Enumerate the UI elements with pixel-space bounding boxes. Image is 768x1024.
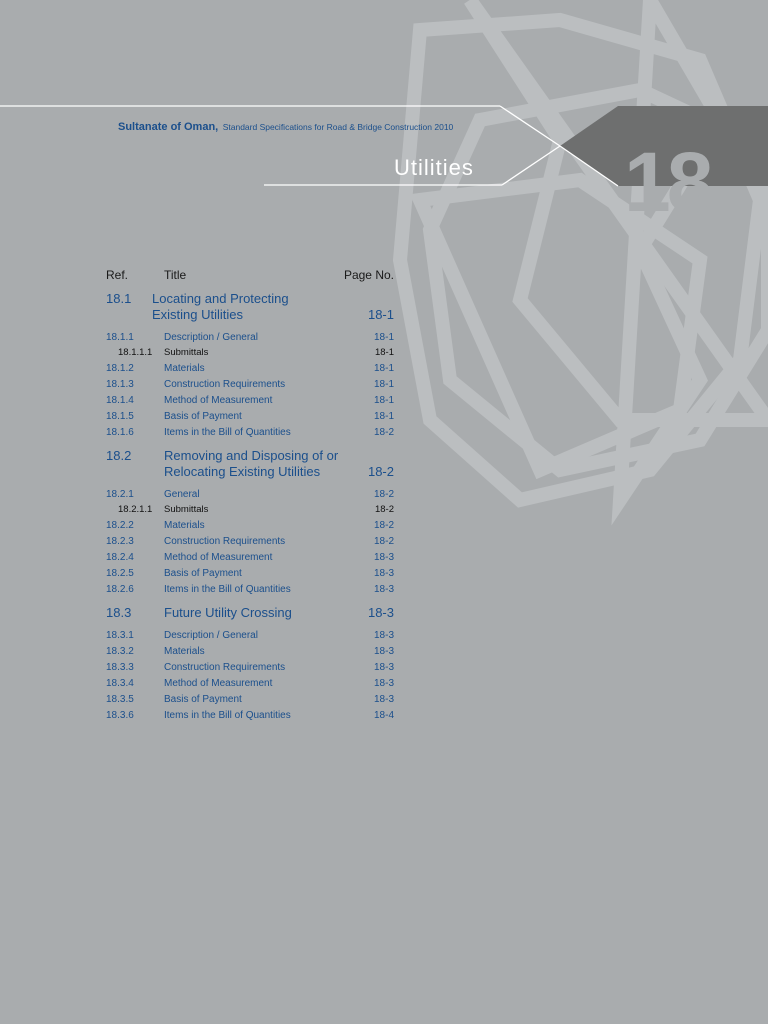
row-page: 18-3: [373, 584, 394, 595]
toc-row[interactable]: [106, 693, 394, 707]
toc-row[interactable]: [106, 567, 394, 581]
row-ref: 18.1.2: [106, 363, 134, 374]
row-title: Description / General: [164, 332, 258, 343]
row-title: Items in the Bill of Quantities: [164, 427, 291, 438]
toc-row[interactable]: [106, 410, 394, 424]
row-page: 18-3: [373, 646, 394, 657]
chapter-title: Utilities: [394, 155, 474, 180]
section-title-line: Relocating Existing Utilities: [164, 464, 321, 479]
row-page: 18-1: [373, 395, 394, 406]
column-header-page: Page No.: [343, 268, 394, 282]
row-ref: 18.1.3: [106, 379, 134, 390]
document-header: [118, 117, 453, 135]
row-page: 18-3: [373, 662, 394, 673]
row-page: 18-1: [373, 379, 394, 390]
row-ref: 18.3.4: [106, 678, 134, 689]
section-title: [164, 605, 364, 621]
row-ref: 18.3.1: [106, 630, 134, 641]
toc-row[interactable]: [106, 394, 394, 408]
section-ref: 18.2: [106, 448, 132, 463]
row-page: 18-2: [373, 489, 394, 500]
toc-row[interactable]: [106, 661, 394, 675]
toc-section-18-1[interactable]: [106, 291, 394, 323]
column-header-ref: Ref.: [106, 268, 129, 282]
row-ref: 18.1.1: [106, 332, 134, 343]
row-page: 18-1: [373, 332, 394, 343]
row-ref: 18.1.4: [106, 395, 134, 406]
row-title: Submittals: [164, 347, 209, 358]
toc-subrow[interactable]: [106, 346, 394, 360]
row-ref: 18.2.6: [106, 584, 134, 595]
row-page: 18-3: [373, 630, 394, 641]
row-title: Basis of Payment: [164, 411, 242, 422]
section-title-line: Locating and Protecting: [152, 291, 289, 306]
row-ref: 18.2.3: [106, 536, 134, 547]
row-title: Materials: [164, 646, 205, 657]
row-title: Construction Requirements: [164, 662, 286, 673]
row-title: Submittals: [164, 504, 209, 515]
section-ref: 18.1: [106, 291, 132, 306]
row-title: Construction Requirements: [164, 379, 286, 390]
row-title: Method of Measurement: [164, 395, 273, 406]
row-ref: 18.1.6: [106, 427, 134, 438]
row-title: General: [164, 489, 200, 500]
toc-row[interactable]: [106, 331, 394, 345]
row-ref: 18.2.1: [106, 489, 134, 500]
row-page: 18-2: [373, 536, 394, 547]
toc-row[interactable]: [106, 362, 394, 376]
toc-row[interactable]: [106, 551, 394, 565]
section-title: [152, 291, 352, 323]
section-page: 18-2: [367, 464, 394, 479]
row-title: Description / General: [164, 630, 258, 641]
row-title: Materials: [164, 363, 205, 374]
row-title: Method of Measurement: [164, 678, 273, 689]
section-title-line: Removing and Disposing of or: [164, 448, 339, 463]
column-header-title: Title: [164, 268, 187, 282]
toc-row[interactable]: [106, 426, 394, 440]
row-ref: 18.1.5: [106, 411, 134, 422]
toc-subrow[interactable]: [106, 503, 394, 517]
row-title: Method of Measurement: [164, 552, 273, 563]
organization-name: Sultanate of Oman,: [118, 121, 219, 133]
row-title: Items in the Bill of Quantities: [164, 584, 291, 595]
row-page: 18-1: [373, 363, 394, 374]
row-ref: 18.1.1.1: [118, 347, 153, 358]
row-page: 18-3: [373, 694, 394, 705]
document-title: Standard Specifications for Road & Bridge Construction 2010: [222, 122, 454, 132]
row-page: 18-1: [373, 411, 394, 422]
toc-row[interactable]: [106, 645, 394, 659]
row-ref: 18.3.2: [106, 646, 134, 657]
row-page: 18-2: [373, 427, 394, 438]
toc-row[interactable]: [106, 677, 394, 691]
row-page: 18-4: [373, 710, 394, 721]
row-title: Basis of Payment: [164, 568, 242, 579]
section-title-line: Future Utility Crossing: [164, 605, 292, 620]
row-ref: 18.3.5: [106, 694, 134, 705]
row-ref: 18.3.6: [106, 710, 134, 721]
section-title: [164, 448, 364, 480]
section-page: 18-1: [367, 307, 394, 322]
row-page: 18-3: [373, 552, 394, 563]
row-title: Items in the Bill of Quantities: [164, 710, 291, 721]
row-page: 18-1: [374, 347, 394, 358]
section-ref: 18.3: [106, 605, 132, 620]
chapter-number: 18: [624, 135, 710, 229]
row-ref: 18.3.3: [106, 662, 134, 673]
section-page: 18-3: [367, 605, 394, 620]
row-page: 18-2: [373, 520, 394, 531]
toc-row[interactable]: [106, 709, 394, 723]
toc-row[interactable]: [106, 535, 394, 549]
row-ref: 18.2.5: [106, 568, 134, 579]
section-title-line: Existing Utilities: [152, 307, 244, 322]
row-page: 18-3: [373, 568, 394, 579]
toc-row[interactable]: [106, 629, 394, 643]
row-title: Basis of Payment: [164, 694, 242, 705]
toc-row[interactable]: [106, 488, 394, 502]
toc-section-18-3[interactable]: [106, 605, 394, 621]
toc-section-18-2[interactable]: [106, 448, 394, 480]
row-ref: 18.2.1.1: [118, 504, 153, 515]
row-ref: 18.2.2: [106, 520, 134, 531]
row-ref: 18.2.4: [106, 552, 134, 563]
toc-row[interactable]: [106, 583, 394, 597]
row-page: 18-3: [373, 678, 394, 689]
row-title: Materials: [164, 520, 205, 531]
toc-row[interactable]: [106, 519, 394, 533]
row-page: 18-2: [374, 504, 394, 515]
toc-row[interactable]: [106, 378, 394, 392]
row-title: Construction Requirements: [164, 536, 286, 547]
